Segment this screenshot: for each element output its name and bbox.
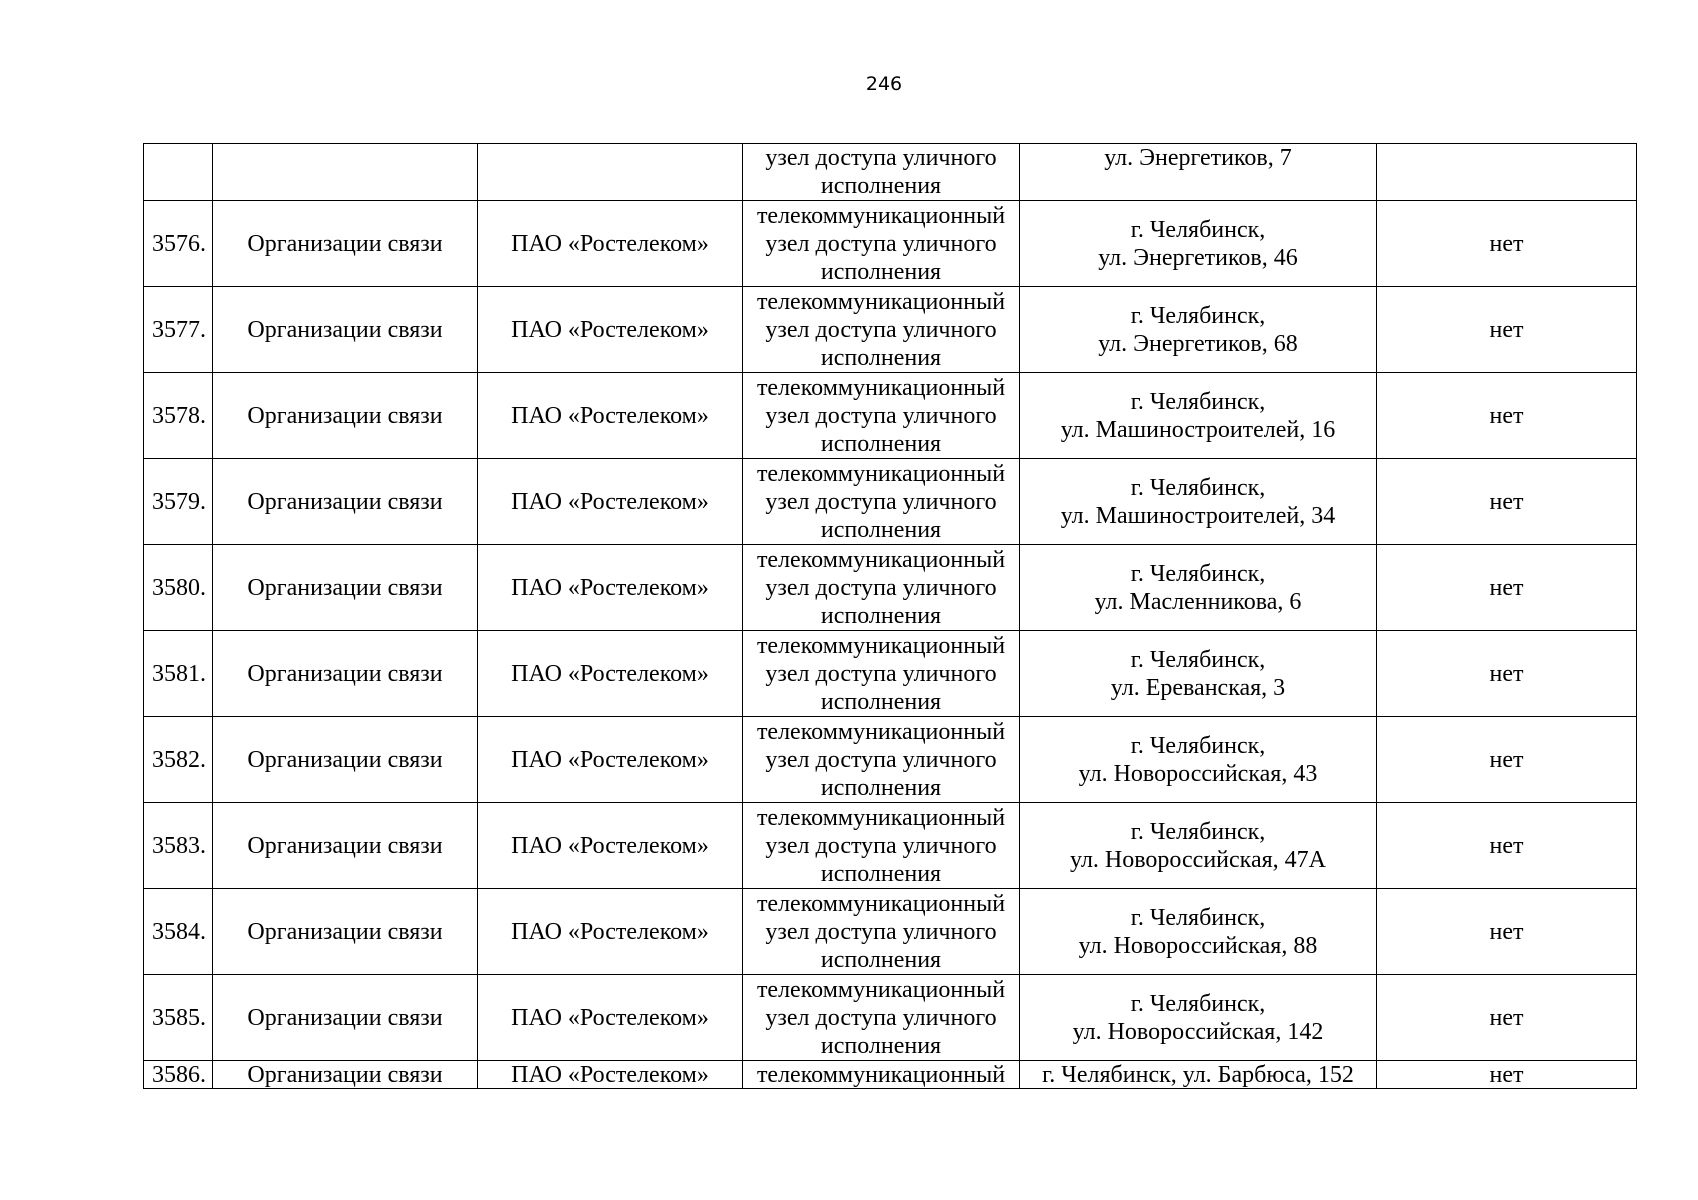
- object-type-line: узел доступа уличного: [765, 1004, 997, 1031]
- cell-object-type: [743, 545, 1020, 631]
- cell-address: [1020, 144, 1377, 201]
- cell-organization: ПАО «Ростелеком»: [478, 459, 743, 545]
- object-type-line: телекоммуникационный: [756, 804, 1006, 831]
- cell-object-type: [743, 631, 1020, 717]
- address-line: г. Челябинск,: [1130, 474, 1266, 501]
- object-type-line: исполнения: [820, 688, 942, 715]
- cell-status: [1377, 144, 1637, 201]
- object-type-line: исполнения: [820, 344, 942, 371]
- cell-address: [1020, 803, 1377, 889]
- cell-address: [1020, 459, 1377, 545]
- cell-address: [1020, 889, 1377, 975]
- cell-organization: ПАО «Ростелеком»: [478, 631, 743, 717]
- object-type-line: телекоммуникационный: [756, 546, 1006, 573]
- cell-organization: ПАО «Ростелеком»: [478, 975, 743, 1061]
- object-type-line: исполнения: [820, 516, 942, 543]
- cell-address: [1020, 631, 1377, 717]
- object-type-line: телекоммуникационный: [756, 718, 1006, 745]
- cell-status: нет: [1377, 803, 1637, 889]
- address-line: ул. Новороссийская, 43: [1078, 760, 1318, 787]
- object-type-line: узел доступа уличного: [765, 660, 997, 687]
- object-type-line: исполнения: [820, 430, 942, 457]
- cell-address: [1020, 373, 1377, 459]
- cell-number: 3585.: [144, 975, 213, 1061]
- table-row: [144, 201, 1637, 287]
- cell-status: нет: [1377, 373, 1637, 459]
- cell-object-type: [743, 459, 1020, 545]
- object-type-line: исполнения: [820, 173, 942, 199]
- cell-address: [1020, 287, 1377, 373]
- cell-address: [1020, 717, 1377, 803]
- cell-status: нет: [1377, 631, 1637, 717]
- cell-number: 3583.: [144, 803, 213, 889]
- cell-address: [1020, 545, 1377, 631]
- cell-number: 3580.: [144, 545, 213, 631]
- object-type-line: исполнения: [820, 774, 942, 801]
- table-row: [144, 889, 1637, 975]
- object-type-line: телекоммуникационный: [756, 890, 1006, 917]
- object-type-line: исполнения: [820, 860, 942, 887]
- cell-object-type: [743, 1061, 1020, 1089]
- cell-organization: ПАО «Ростелеком»: [478, 373, 743, 459]
- cell-status: нет: [1377, 717, 1637, 803]
- object-type-line: узел доступа уличного: [765, 746, 997, 773]
- address-line: ул. Масленникова, 6: [1094, 588, 1302, 615]
- object-type-line: узел доступа уличного: [765, 832, 997, 859]
- object-type-line: узел доступа уличного: [765, 488, 997, 515]
- cell-status: нет: [1377, 287, 1637, 373]
- address-line: г. Челябинск, ул. Барбюса, 152: [1042, 1061, 1354, 1088]
- cell-object-type: [743, 717, 1020, 803]
- table-row: [144, 373, 1637, 459]
- table-row: [144, 717, 1637, 803]
- object-type-line: исполнения: [820, 258, 942, 285]
- cell-organization: ПАО «Ростелеком»: [478, 201, 743, 287]
- cell-number: 3577.: [144, 287, 213, 373]
- cell-category: Организации связи: [213, 287, 478, 373]
- cell-number: 3584.: [144, 889, 213, 975]
- table-row: [144, 459, 1637, 545]
- address-line: ул. Машиностроителей, 16: [1060, 416, 1336, 443]
- cell-number: [144, 144, 213, 201]
- cell-category: Организации связи: [213, 201, 478, 287]
- cell-object-type: [743, 889, 1020, 975]
- cell-category: Организации связи: [213, 373, 478, 459]
- address-line: г. Челябинск,: [1130, 904, 1266, 931]
- cell-category: Организации связи: [213, 889, 478, 975]
- object-type-line: узел доступа уличного: [765, 402, 997, 429]
- cell-object-type: [743, 144, 1020, 201]
- cell-status: нет: [1377, 1061, 1637, 1089]
- registry-table: [143, 143, 1637, 1089]
- object-type-line: узел доступа уличного: [765, 316, 997, 343]
- cell-status: нет: [1377, 459, 1637, 545]
- cell-address: [1020, 1061, 1377, 1089]
- cell-organization: ПАО «Ростелеком»: [478, 1061, 743, 1089]
- address-line: г. Челябинск,: [1130, 646, 1266, 673]
- object-type-line: телекоммуникационный: [756, 202, 1006, 229]
- cell-organization: ПАО «Ростелеком»: [478, 717, 743, 803]
- cell-category: Организации связи: [213, 459, 478, 545]
- registry-table-body: [144, 144, 1637, 1089]
- address-line: г. Челябинск,: [1130, 216, 1266, 243]
- cell-object-type: [743, 201, 1020, 287]
- cell-number: 3576.: [144, 201, 213, 287]
- table-row: [144, 287, 1637, 373]
- object-type-line: узел доступа уличного: [765, 918, 997, 945]
- object-type-line: телекоммуникационный: [756, 976, 1006, 1003]
- cell-address: [1020, 975, 1377, 1061]
- address-line: ул. Энергетиков, 68: [1098, 330, 1298, 357]
- cell-category: [213, 144, 478, 201]
- table-row: [144, 975, 1637, 1061]
- object-type-line: телекоммуникационный: [756, 374, 1006, 401]
- address-line: ул. Энергетиков, 7: [1104, 145, 1292, 171]
- address-line: г. Челябинск,: [1130, 388, 1266, 415]
- object-type-line: узел доступа уличного: [765, 230, 997, 257]
- cell-status: нет: [1377, 201, 1637, 287]
- cell-organization: ПАО «Ростелеком»: [478, 545, 743, 631]
- cell-organization: ПАО «Ростелеком»: [478, 889, 743, 975]
- object-type-line: исполнения: [820, 602, 942, 629]
- cell-address: [1020, 201, 1377, 287]
- address-line: г. Челябинск,: [1130, 990, 1266, 1017]
- cell-organization: [478, 144, 743, 201]
- cell-category: Организации связи: [213, 803, 478, 889]
- object-type-line: исполнения: [820, 1032, 942, 1059]
- cell-category: Организации связи: [213, 545, 478, 631]
- cell-status: нет: [1377, 545, 1637, 631]
- cell-number: 3582.: [144, 717, 213, 803]
- cell-object-type: [743, 287, 1020, 373]
- cell-number: 3578.: [144, 373, 213, 459]
- address-line: ул. Энергетиков, 46: [1098, 244, 1298, 271]
- table-row: [144, 144, 1637, 201]
- address-line: ул. Новороссийская, 47А: [1070, 846, 1326, 873]
- address-line: г. Челябинск,: [1130, 302, 1266, 329]
- cell-number: 3579.: [144, 459, 213, 545]
- cell-status: нет: [1377, 889, 1637, 975]
- cell-status: нет: [1377, 975, 1637, 1061]
- table-row: [144, 631, 1637, 717]
- address-line: ул. Новороссийская, 142: [1072, 1018, 1324, 1045]
- address-line: ул. Новороссийская, 88: [1078, 932, 1318, 959]
- table-row: [144, 803, 1637, 889]
- table-row: [144, 1061, 1637, 1089]
- cell-object-type: [743, 975, 1020, 1061]
- object-type-line: телекоммуникационный: [756, 288, 1006, 315]
- cell-category: Организации связи: [213, 1061, 478, 1089]
- address-line: ул. Машиностроителей, 34: [1060, 502, 1336, 529]
- table-row: [144, 545, 1637, 631]
- object-type-line: узел доступа уличного: [765, 145, 997, 171]
- address-line: г. Челябинск,: [1130, 818, 1266, 845]
- address-line: ул. Ереванская, 3: [1110, 674, 1286, 701]
- cell-organization: ПАО «Ростелеком»: [478, 287, 743, 373]
- object-type-line: телекоммуникационный: [756, 632, 1006, 659]
- cell-organization: ПАО «Ростелеком»: [478, 803, 743, 889]
- cell-number: 3586.: [144, 1061, 213, 1089]
- cell-category: Организации связи: [213, 975, 478, 1061]
- object-type-line: узел доступа уличного: [765, 574, 997, 601]
- object-type-line: телекоммуникационный: [756, 1061, 1006, 1088]
- cell-category: Организации связи: [213, 631, 478, 717]
- cell-category: Организации связи: [213, 717, 478, 803]
- object-type-line: телекоммуникационный: [756, 460, 1006, 487]
- address-line: г. Челябинск,: [1130, 560, 1266, 587]
- cell-object-type: [743, 803, 1020, 889]
- cell-number: 3581.: [144, 631, 213, 717]
- address-line: г. Челябинск,: [1130, 732, 1266, 759]
- page-number: 246: [865, 73, 903, 95]
- object-type-line: исполнения: [820, 946, 942, 973]
- cell-object-type: [743, 373, 1020, 459]
